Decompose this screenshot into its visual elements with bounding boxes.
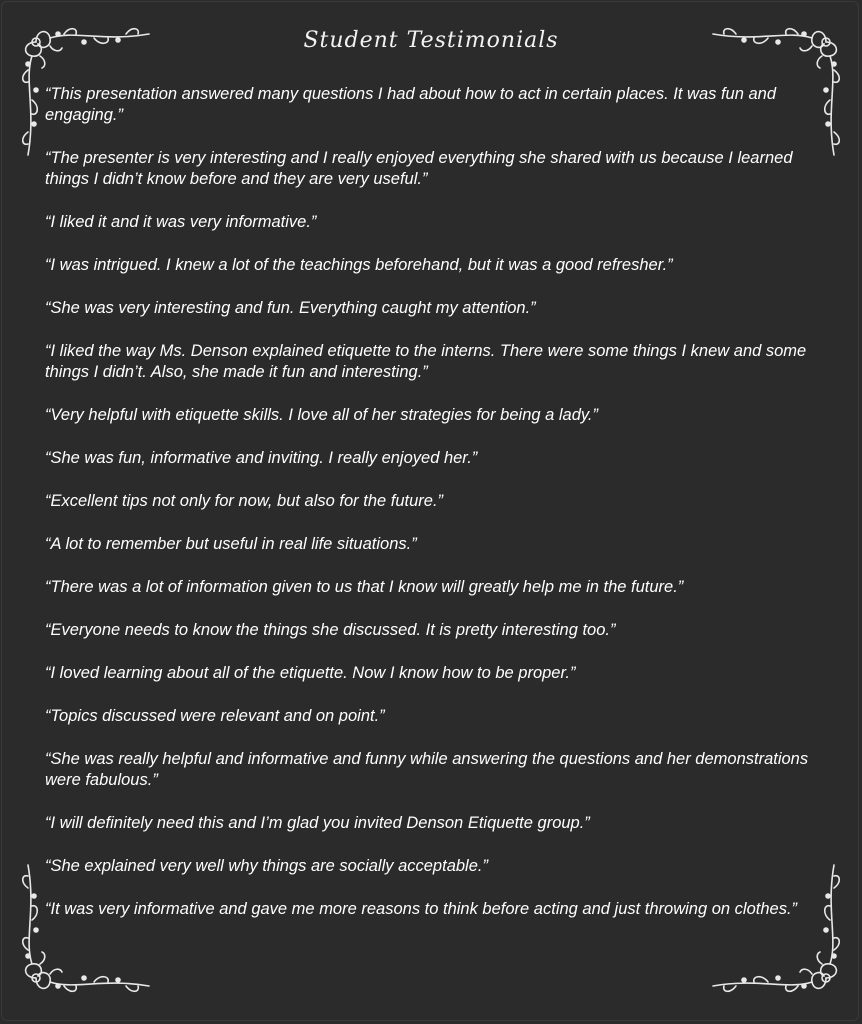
testimonial-item: “I liked the way Ms. Denson explained etiquette to the interns. There were some things I knew and some things I didn’t. Also, she made it fun and interesting.” <box>45 342 807 381</box>
testimonial-item: “She was fun, informative and inviting. I really enjoyed her.” <box>45 449 478 467</box>
testimonial-item: “She was really helpful and informative and funny while answering the questions and her demonstrations were fabulous.” <box>45 750 809 789</box>
testimonial-item: “Excellent tips not only for now, but also for the future.” <box>45 492 444 510</box>
testimonial-item: “Very helpful with etiquette skills. I love all of her strategies for being a lady.” <box>45 406 599 424</box>
testimonial-item: “A lot to remember but useful in real life situations.” <box>45 535 417 553</box>
page-title: Student Testimonials <box>303 28 559 53</box>
testimonial-item: “This presentation answered many questions I had about how to act in certain places. It was fun and engaging.” <box>45 85 777 124</box>
testimonial-item: “There was a lot of information given to us that I know will greatly help me in the future.” <box>45 578 684 596</box>
testimonial-item: “Everyone needs to know the things she discussed. It is pretty interesting too.” <box>45 621 616 639</box>
testimonial-item: “I liked it and it was very informative.” <box>45 213 317 231</box>
testimonial-item: “She was very interesting and fun. Everything caught my attention.” <box>45 299 536 317</box>
testimonial-item: “I will definitely need this and I’m glad you invited Denson Etiquette group.” <box>45 814 590 832</box>
testimonial-item: “The presenter is very interesting and I really enjoyed everything she shared with us because I learned things I didn’t know before and they are very useful.” <box>45 149 793 188</box>
testimonial-item: “She explained very well why things are socially acceptable.” <box>45 857 488 875</box>
testimonial-item: “I was intrigued. I knew a lot of the teachings beforehand, but it was a good refresher.” <box>45 256 673 274</box>
testimonial-list <box>45 84 825 942</box>
testimonial-item: “I loved learning about all of the etiquette. Now I know how to be proper.” <box>45 664 576 682</box>
testimonial-item: “It was very informative and gave me more reasons to think before acting and just throwing on clothes.” <box>45 900 798 918</box>
testimonial-item: “Topics discussed were relevant and on point.” <box>45 707 385 725</box>
